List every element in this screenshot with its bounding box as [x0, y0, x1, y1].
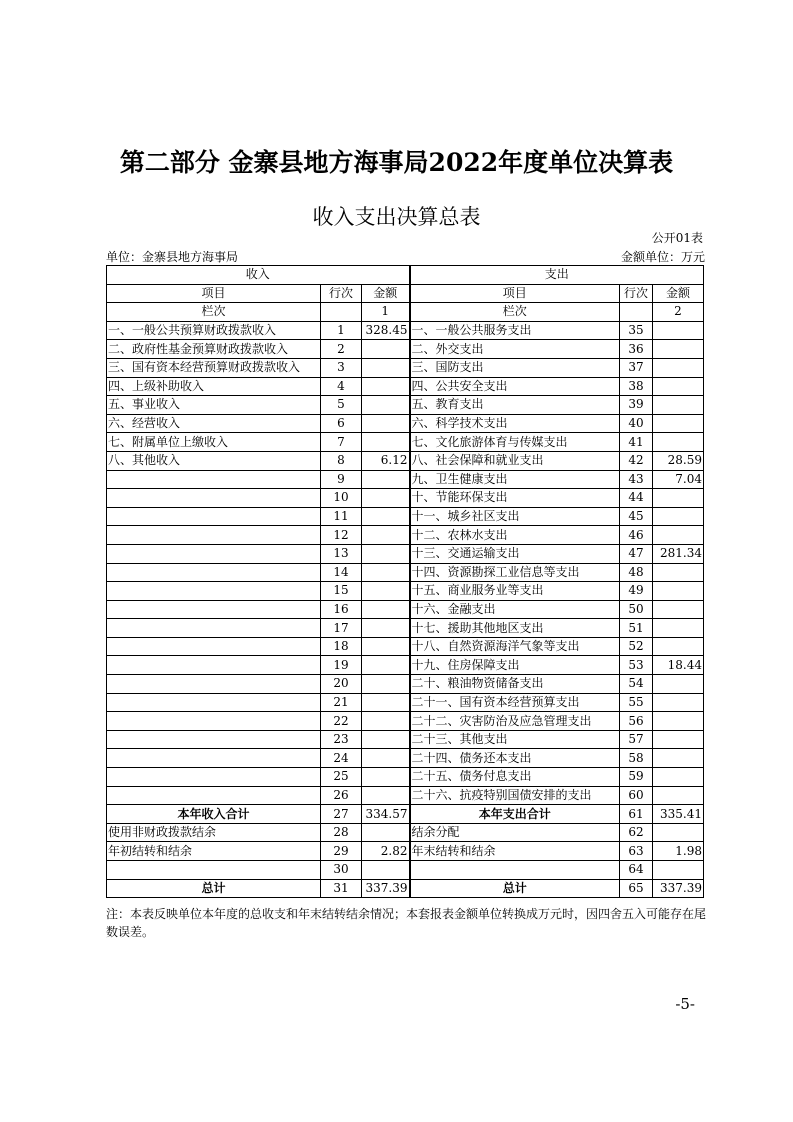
- income-amount: 328.45: [362, 321, 410, 340]
- expense-amount: 335.41: [653, 805, 704, 824]
- income-item: 八、其他收入: [107, 451, 321, 470]
- expense-item: 三、国防支出: [410, 358, 620, 377]
- expense-item-header: 项目: [410, 284, 620, 303]
- income-amount: [362, 563, 410, 582]
- expense-item: 十八、自然资源海洋气象等支出: [410, 637, 620, 656]
- income-item: [107, 489, 321, 508]
- expense-amount: [653, 786, 704, 805]
- expense-item: 七、文化旅游体育与传媒支出: [410, 433, 620, 452]
- income-item: 七、附属单位上缴收入: [107, 433, 321, 452]
- income-row-no: 9: [321, 470, 362, 489]
- table-row: [107, 396, 704, 415]
- expense-row-no: 54: [620, 675, 653, 694]
- income-row-no: 11: [321, 507, 362, 526]
- expense-row-no: 49: [620, 582, 653, 601]
- expense-amount: [653, 396, 704, 415]
- income-amount: [362, 358, 410, 377]
- income-amount: 337.39: [362, 879, 410, 898]
- income-item: [107, 693, 321, 712]
- income-item: [107, 749, 321, 768]
- expense-item: 十九、住房保障支出: [410, 656, 620, 675]
- expense-row-header: 行次: [620, 284, 653, 303]
- expense-amount: 337.39: [653, 879, 704, 898]
- income-amount: [362, 507, 410, 526]
- table-row: [107, 544, 704, 563]
- expense-amount: [653, 563, 704, 582]
- table-row: [107, 563, 704, 582]
- total-row: [107, 805, 704, 824]
- income-amount: [362, 712, 410, 731]
- table-row: [107, 414, 704, 433]
- expense-row-no: 35: [620, 321, 653, 340]
- expense-item: 九、卫生健康支出: [410, 470, 620, 489]
- expense-item: 二十三、其他支出: [410, 730, 620, 749]
- income-row-no: 4: [321, 377, 362, 396]
- expense-item: 十五、商业服务业等支出: [410, 582, 620, 601]
- expense-item: 结余分配: [410, 823, 620, 842]
- income-item: 本年收入合计: [107, 805, 321, 824]
- income-item: 一、一般公共预算财政拨款收入: [107, 321, 321, 340]
- expense-item: 二十二、灾害防治及应急管理支出: [410, 712, 620, 731]
- income-amount: [362, 433, 410, 452]
- budget-summary-table: [106, 265, 704, 898]
- expense-row-no: 57: [620, 730, 653, 749]
- income-row-no: 23: [321, 730, 362, 749]
- income-amount: 6.12: [362, 451, 410, 470]
- expense-row-no: 40: [620, 414, 653, 433]
- table-row: [107, 675, 704, 694]
- table-row: [107, 358, 704, 377]
- expense-amount: [653, 637, 704, 656]
- income-item: [107, 544, 321, 563]
- column-header-row: [107, 284, 704, 303]
- income-item: 二、政府性基金预算财政拨款收入: [107, 340, 321, 359]
- income-amount: [362, 675, 410, 694]
- income-row-no: 24: [321, 749, 362, 768]
- income-item: [107, 507, 321, 526]
- income-item: [107, 730, 321, 749]
- expense-row-no: 42: [620, 451, 653, 470]
- expense-item: 一、一般公共服务支出: [410, 321, 620, 340]
- expense-item: 八、社会保障和就业支出: [410, 451, 620, 470]
- income-row-no: 14: [321, 563, 362, 582]
- expense-item: 五、教育支出: [410, 396, 620, 415]
- section-header-row: [107, 266, 704, 285]
- footnote: 注：本表反映单位本年度的总收支和年末结转结余情况；本套报表金额单位转换成万元时，因四舍五入可能存在尾数误差。: [106, 907, 707, 939]
- table-number: 公开01表: [651, 231, 703, 245]
- expense-row-no: 61: [620, 805, 653, 824]
- expense-row-no: 41: [620, 433, 653, 452]
- income-section-header: 收入: [107, 266, 410, 285]
- income-row-no: 21: [321, 693, 362, 712]
- expense-item: 总计: [410, 879, 620, 898]
- table-row: [107, 600, 704, 619]
- income-row-no: 29: [321, 842, 362, 861]
- table-row: [107, 377, 704, 396]
- income-item: 六、经营收入: [107, 414, 321, 433]
- expense-row-no: 36: [620, 340, 653, 359]
- income-amount-header: 金额: [362, 284, 410, 303]
- income-amount: [362, 861, 410, 880]
- expense-amount: [653, 321, 704, 340]
- table-row: [107, 451, 704, 470]
- income-item: 年初结转和结余: [107, 842, 321, 861]
- expense-amount: [653, 414, 704, 433]
- expense-amount-header: 金额: [653, 284, 704, 303]
- income-amount: [362, 340, 410, 359]
- table-row: [107, 768, 704, 787]
- expense-item: 二、外交支出: [410, 340, 620, 359]
- expense-amount: [653, 730, 704, 749]
- expense-amount: [653, 489, 704, 508]
- table-row: [107, 637, 704, 656]
- income-col-blank: [321, 303, 362, 322]
- income-col-index: 1: [362, 303, 410, 322]
- income-amount: [362, 544, 410, 563]
- expense-amount: [653, 600, 704, 619]
- currency-unit: 金额单位：万元: [620, 250, 705, 264]
- income-item-header: 项目: [107, 284, 321, 303]
- expense-row-no: 47: [620, 544, 653, 563]
- expense-row-no: 62: [620, 823, 653, 842]
- expense-item: 二十一、国有资本经营预算支出: [410, 693, 620, 712]
- expense-item: 二十、粮油物资储备支出: [410, 675, 620, 694]
- table-row: [107, 749, 704, 768]
- income-amount: [362, 768, 410, 787]
- expense-amount: [653, 433, 704, 452]
- expense-item: 十六、金融支出: [410, 600, 620, 619]
- expense-item: 十七、援助其他地区支出: [410, 619, 620, 638]
- income-item: [107, 786, 321, 805]
- income-amount: [362, 619, 410, 638]
- income-item: [107, 600, 321, 619]
- income-amount: [362, 656, 410, 675]
- expense-item: 六、科学技术支出: [410, 414, 620, 433]
- income-row-header: 行次: [321, 284, 362, 303]
- expense-section-header: 支出: [410, 266, 704, 285]
- income-amount: [362, 749, 410, 768]
- income-row-no: 27: [321, 805, 362, 824]
- expense-amount: [653, 768, 704, 787]
- expense-item: [410, 861, 620, 880]
- income-item: 总计: [107, 879, 321, 898]
- income-item: [107, 470, 321, 489]
- income-row-no: 2: [321, 340, 362, 359]
- income-amount: [362, 377, 410, 396]
- income-row-no: 25: [321, 768, 362, 787]
- income-item: 五、事业收入: [107, 396, 321, 415]
- income-item: 四、上级补助收入: [107, 377, 321, 396]
- total-row: [107, 861, 704, 880]
- expense-row-no: 56: [620, 712, 653, 731]
- expense-row-no: 50: [620, 600, 653, 619]
- expense-item: 十二、农林水支出: [410, 526, 620, 545]
- table-row: [107, 489, 704, 508]
- total-row: [107, 842, 704, 861]
- income-amount: [362, 526, 410, 545]
- expense-row-no: 63: [620, 842, 653, 861]
- expense-item: 四、公共安全支出: [410, 377, 620, 396]
- expense-col-blank: [620, 303, 653, 322]
- table-row: [107, 507, 704, 526]
- expense-amount: 28.59: [653, 451, 704, 470]
- expense-amount: [653, 823, 704, 842]
- income-amount: [362, 730, 410, 749]
- expense-item: 十四、资源勘探工业信息等支出: [410, 563, 620, 582]
- income-item: [107, 656, 321, 675]
- income-amount: [362, 470, 410, 489]
- income-row-no: 28: [321, 823, 362, 842]
- income-amount: [362, 414, 410, 433]
- income-amount: [362, 637, 410, 656]
- expense-amount: [653, 526, 704, 545]
- income-row-no: 7: [321, 433, 362, 452]
- income-row-no: 13: [321, 544, 362, 563]
- expense-amount: [653, 582, 704, 601]
- income-row-no: 12: [321, 526, 362, 545]
- income-row-no: 22: [321, 712, 362, 731]
- reporting-unit: 单位：金寨县地方海事局: [106, 250, 239, 264]
- income-item: [107, 675, 321, 694]
- income-item: [107, 768, 321, 787]
- expense-row-no: 52: [620, 637, 653, 656]
- income-row-no: 5: [321, 396, 362, 415]
- expense-amount: 1.98: [653, 842, 704, 861]
- expense-row-no: 37: [620, 358, 653, 377]
- table-row: [107, 730, 704, 749]
- income-item: [107, 861, 321, 880]
- expense-amount: [653, 619, 704, 638]
- expense-amount: [653, 377, 704, 396]
- table-row: [107, 712, 704, 731]
- income-row-no: 20: [321, 675, 362, 694]
- expense-col-label: 栏次: [410, 303, 620, 322]
- income-amount: [362, 823, 410, 842]
- income-row-no: 16: [321, 600, 362, 619]
- expense-row-no: 45: [620, 507, 653, 526]
- expense-row-no: 55: [620, 693, 653, 712]
- income-item: [107, 526, 321, 545]
- expense-amount: [653, 358, 704, 377]
- income-row-no: 8: [321, 451, 362, 470]
- expense-row-no: 59: [620, 768, 653, 787]
- income-item: [107, 563, 321, 582]
- table-row: [107, 526, 704, 545]
- income-amount: [362, 600, 410, 619]
- expense-row-no: 58: [620, 749, 653, 768]
- income-item: [107, 619, 321, 638]
- table-row: [107, 321, 704, 340]
- income-row-no: 17: [321, 619, 362, 638]
- expense-item: 十三、交通运输支出: [410, 544, 620, 563]
- expense-item: 年末结转和结余: [410, 842, 620, 861]
- income-col-label: 栏次: [107, 303, 321, 322]
- income-item: [107, 637, 321, 656]
- income-amount: [362, 489, 410, 508]
- expense-item: 二十四、债务还本支出: [410, 749, 620, 768]
- table-row: [107, 656, 704, 675]
- income-row-no: 6: [321, 414, 362, 433]
- expense-row-no: 43: [620, 470, 653, 489]
- table-row: [107, 340, 704, 359]
- income-row-no: 15: [321, 582, 362, 601]
- income-row-no: 26: [321, 786, 362, 805]
- income-row-no: 3: [321, 358, 362, 377]
- income-item: [107, 582, 321, 601]
- expense-row-no: 65: [620, 879, 653, 898]
- income-row-no: 30: [321, 861, 362, 880]
- expense-row-no: 46: [620, 526, 653, 545]
- income-row-no: 31: [321, 879, 362, 898]
- expense-item: 二十六、抗疫特别国债安排的支出: [410, 786, 620, 805]
- income-row-no: 10: [321, 489, 362, 508]
- income-item: [107, 712, 321, 731]
- expense-amount: [653, 340, 704, 359]
- income-item: 三、国有资本经营预算财政拨款收入: [107, 358, 321, 377]
- table-row: [107, 433, 704, 452]
- income-amount: 334.57: [362, 805, 410, 824]
- income-row-no: 19: [321, 656, 362, 675]
- income-item: 使用非财政拨款结余: [107, 823, 321, 842]
- expense-item: 二十五、债务付息支出: [410, 768, 620, 787]
- page-number: -5-: [675, 995, 695, 1013]
- expense-item: 十、节能环保支出: [410, 489, 620, 508]
- expense-row-no: 53: [620, 656, 653, 675]
- expense-col-index: 2: [653, 303, 704, 322]
- table-row: [107, 470, 704, 489]
- expense-amount: 281.34: [653, 544, 704, 563]
- table-row: [107, 582, 704, 601]
- expense-amount: [653, 861, 704, 880]
- total-row: [107, 823, 704, 842]
- expense-amount: [653, 507, 704, 526]
- expense-amount: 18.44: [653, 656, 704, 675]
- expense-amount: 7.04: [653, 470, 704, 489]
- expense-item: 本年支出合计: [410, 805, 620, 824]
- income-amount: 2.82: [362, 842, 410, 861]
- income-row-no: 18: [321, 637, 362, 656]
- income-amount: [362, 582, 410, 601]
- expense-row-no: 48: [620, 563, 653, 582]
- expense-row-no: 38: [620, 377, 653, 396]
- expense-amount: [653, 693, 704, 712]
- income-amount: [362, 693, 410, 712]
- expense-amount: [653, 675, 704, 694]
- table-row: [107, 693, 704, 712]
- expense-amount: [653, 712, 704, 731]
- expense-item: 十一、城乡社区支出: [410, 507, 620, 526]
- total-row: [107, 879, 704, 898]
- expense-row-no: 64: [620, 861, 653, 880]
- expense-row-no: 44: [620, 489, 653, 508]
- expense-row-no: 39: [620, 396, 653, 415]
- table-subtitle: 收入支出决算总表: [312, 205, 481, 229]
- expense-amount: [653, 749, 704, 768]
- document-title: 第二部分 金寨县地方海事局2022年度单位决算表: [119, 148, 674, 177]
- income-amount: [362, 396, 410, 415]
- column-index-row: [107, 303, 704, 322]
- table-row: [107, 786, 704, 805]
- table-row: [107, 619, 704, 638]
- income-amount: [362, 786, 410, 805]
- expense-row-no: 51: [620, 619, 653, 638]
- income-row-no: 1: [321, 321, 362, 340]
- expense-row-no: 60: [620, 786, 653, 805]
